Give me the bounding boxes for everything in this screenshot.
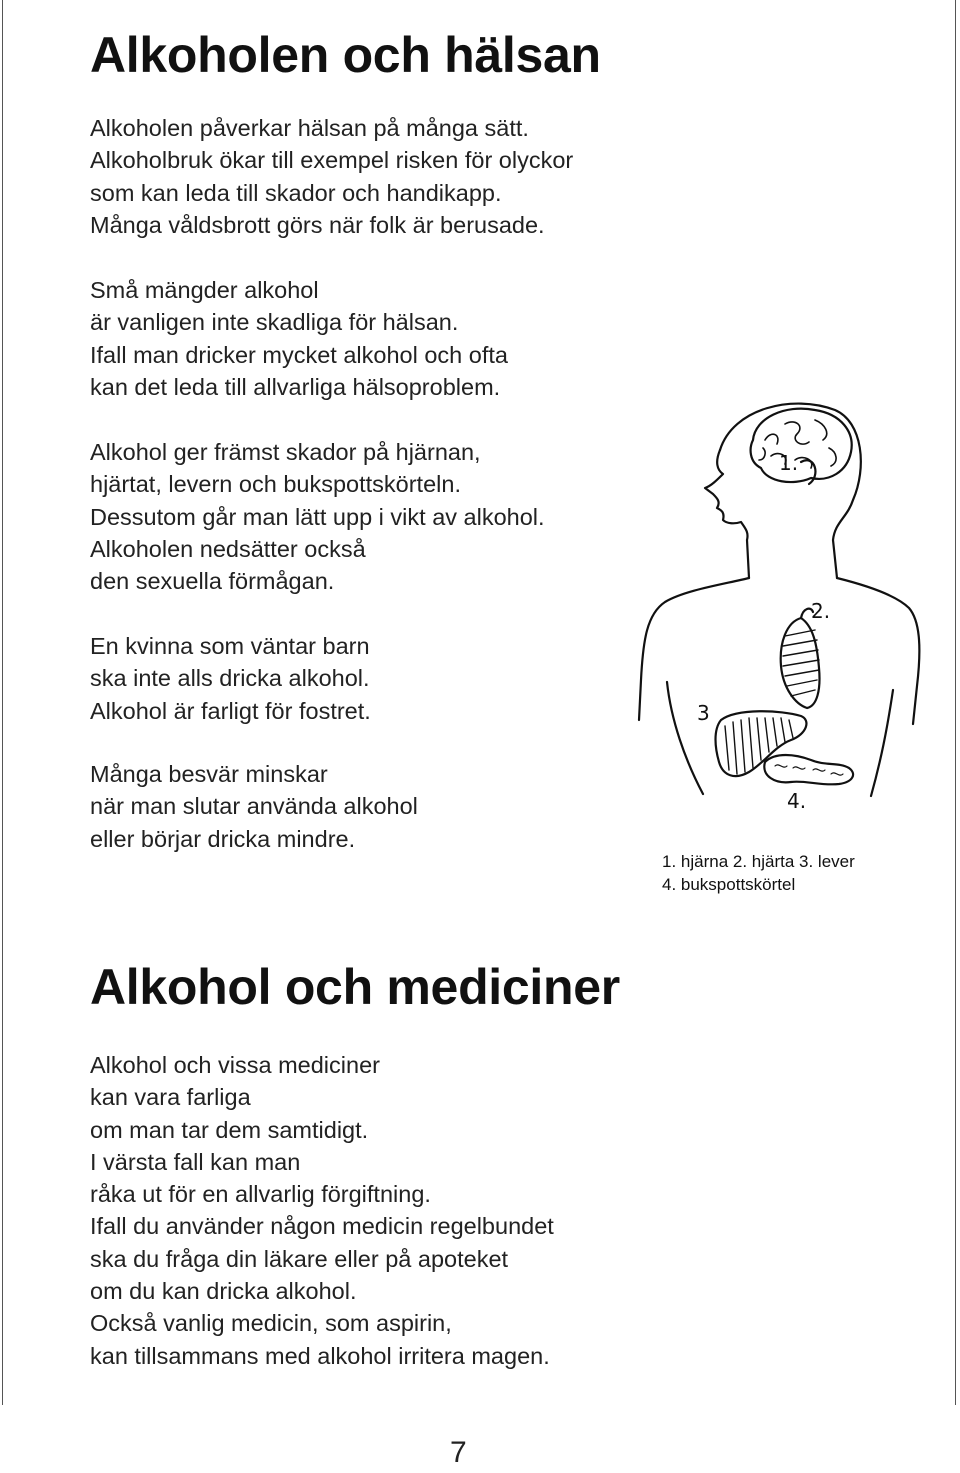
text-line: Alkoholbruk ökar till exempel risken för olyckor — [90, 147, 574, 174]
text-line: kan det leda till allvarliga hälsoproblem. — [90, 373, 501, 400]
paragraph-reduced-problems — [90, 758, 418, 855]
paragraph-pregnancy — [90, 630, 371, 727]
marker-heart: 2. — [811, 599, 831, 623]
text-line: kan vara farliga — [90, 1084, 251, 1111]
marker-liver: 3 — [697, 701, 710, 725]
text-line: Dessutom går man lätt upp i vikt av alkohol. — [90, 503, 545, 530]
anatomy-illustration — [625, 390, 925, 830]
text-line: En kvinna som väntar barn — [90, 633, 370, 659]
paragraph-medicines — [90, 1049, 554, 1372]
paragraph-organ-damage — [90, 436, 545, 597]
text-line: är vanligen inte skadliga för hälsan. — [90, 309, 459, 336]
torso-right — [837, 578, 919, 724]
heading-alcohol-and-health: Alkoholen och hälsan — [90, 27, 601, 83]
armpit-right — [871, 690, 893, 796]
text-line: som kan leda till skador och handikapp. — [90, 179, 502, 206]
text-line: den sexuella förmågan. — [90, 568, 335, 595]
text-line: Alkohol och vissa mediciner — [90, 1052, 380, 1078]
text-line: när man slutar använda alkohol — [90, 793, 418, 820]
paragraph-small-amounts — [90, 274, 508, 403]
heart-shading — [783, 630, 819, 696]
left-margin-rule — [2, 0, 3, 1405]
text-line: Alkohol ger främst skador på hjärnan, — [90, 439, 481, 465]
pancreas-organ — [764, 755, 853, 784]
text-line: Ifall du använder någon medicin regelbundet — [90, 1213, 554, 1240]
marker-brain: 1. — [779, 451, 799, 475]
text-line: råka ut för en allvarlig förgiftning. — [90, 1181, 431, 1208]
heading-alcohol-and-medicines: Alkohol och mediciner — [90, 959, 620, 1015]
torso-left — [639, 578, 749, 720]
text-line: Alkoholen nedsätter också — [90, 535, 366, 562]
text-line: I värsta fall kan man — [90, 1148, 301, 1175]
head-outline — [720, 404, 861, 578]
text-line: Alkohol är farligt för fostret. — [90, 697, 371, 724]
text-line: Också vanlig medicin, som aspirin, — [90, 1310, 452, 1337]
text-line: eller börjar dricka mindre. — [90, 825, 356, 852]
text-line: Många besvär minskar — [90, 761, 328, 787]
text-line: ska inte alls dricka alkohol. — [90, 665, 370, 692]
text-line: Alkoholen påverkar hälsan på många sätt. — [90, 115, 529, 141]
text-line: ska du fråga din läkare eller på apoteket — [90, 1245, 509, 1272]
right-margin-rule — [955, 0, 956, 1405]
armpit-left — [667, 682, 703, 794]
text-line: om man tar dem samtidigt. — [90, 1116, 369, 1143]
text-line: hjärtat, levern och bukspottskörteln. — [90, 471, 461, 498]
paragraph-health-effects — [90, 112, 573, 241]
caption-line: 4. bukspottskörtel — [662, 875, 796, 894]
text-line: kan tillsammans med alkohol irritera magen. — [90, 1342, 550, 1369]
pancreas-texture — [775, 765, 843, 775]
figure-caption — [662, 850, 855, 896]
marker-pancreas: 4. — [787, 789, 807, 813]
text-line: om du kan dricka alkohol. — [90, 1278, 357, 1305]
text-line: Ifall man dricker mycket alkohol och ofta — [90, 341, 508, 368]
page-number: 7 — [450, 1436, 467, 1469]
face-profile — [705, 450, 749, 578]
caption-line: 1. hjärna 2. hjärta 3. lever — [662, 852, 855, 871]
text-line: Många våldsbrott görs när folk är berusade. — [90, 211, 545, 238]
brain-outline — [751, 409, 852, 482]
text-line: Små mängder alkohol — [90, 277, 319, 303]
